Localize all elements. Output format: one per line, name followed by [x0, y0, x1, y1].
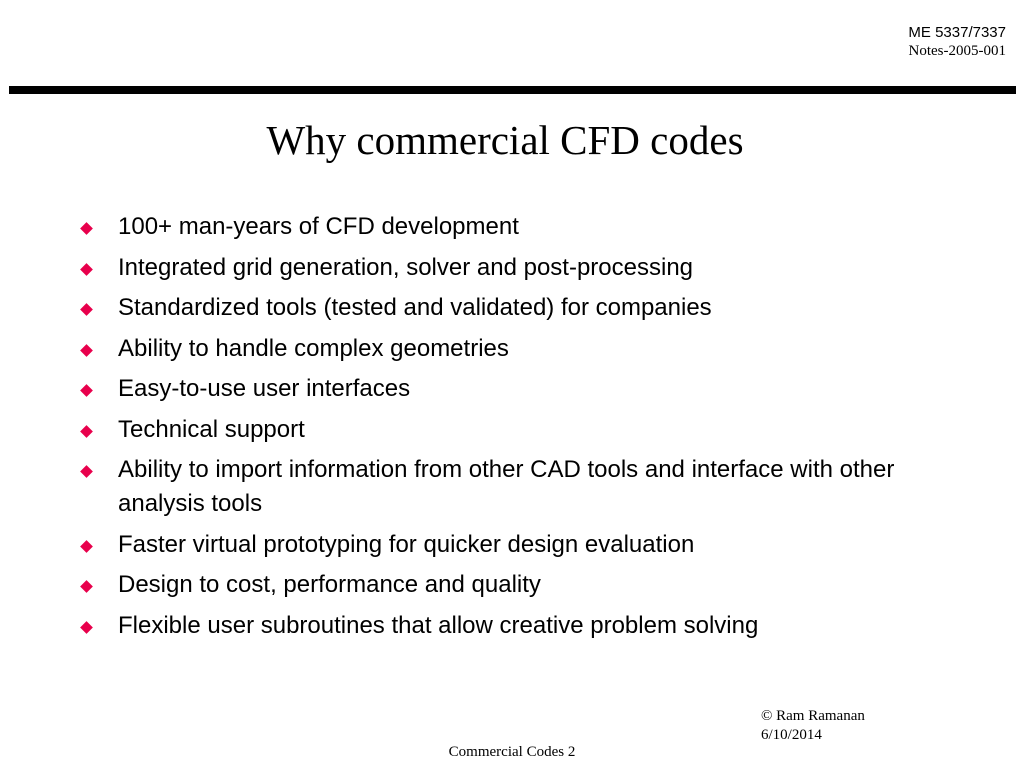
slide-title: Why commercial CFD codes — [266, 117, 744, 163]
bullet-item — [78, 568, 938, 602]
bullet-text: Ability to handle complex geometries — [118, 334, 509, 362]
bullet-item — [78, 413, 938, 447]
slide-date: 6/10/2014 — [761, 727, 822, 743]
bullet-text: Ability to import information from other CAD tools and interface with other analysis tools — [118, 456, 895, 517]
author-credit: © Ram Ramanan — [761, 708, 865, 724]
header-divider — [9, 86, 1016, 94]
bullet-item — [78, 528, 938, 562]
diamond-bullet-icon — [80, 621, 93, 634]
slide-header-meta — [908, 24, 1006, 60]
diamond-bullet-icon — [80, 263, 93, 276]
bullet-item — [78, 332, 938, 366]
diamond-bullet-icon — [80, 425, 93, 438]
diamond-bullet-icon — [80, 465, 93, 478]
bullet-text: Faster virtual prototyping for quicker design evaluation — [118, 530, 695, 558]
course-code: ME 5337/7337 — [908, 24, 1006, 41]
bullet-text: 100+ man-years of CFD development — [118, 213, 519, 240]
bullet-text: Easy-to-use user interfaces — [118, 375, 411, 402]
bullet-text: Technical support — [118, 415, 305, 443]
diamond-bullet-icon — [80, 540, 93, 553]
bullet-item — [78, 372, 938, 406]
bullet-item — [78, 251, 938, 285]
footer-author-block — [761, 707, 865, 745]
bullet-list — [78, 210, 938, 649]
diamond-bullet-icon — [80, 384, 93, 397]
diamond-bullet-icon — [80, 303, 93, 316]
bullet-item — [78, 210, 938, 244]
diamond-bullet-icon — [80, 344, 93, 357]
bullet-item — [78, 609, 938, 643]
bullet-text: Flexible user subroutines that allow creative problem solving — [118, 611, 759, 639]
bullet-text: Design to cost, performance and quality — [118, 571, 541, 598]
bullet-text: Integrated grid generation, solver and post-processing — [118, 253, 694, 281]
diamond-bullet-icon — [80, 580, 93, 593]
notes-id: Notes-2005-001 — [908, 43, 1006, 59]
bullet-text: Standardized tools (tested and validated) for companies — [118, 294, 712, 321]
bullet-item — [78, 453, 938, 521]
diamond-bullet-icon — [80, 222, 93, 235]
slide-page-label: Commercial Codes 2 — [448, 744, 576, 760]
bullet-item — [78, 291, 938, 325]
